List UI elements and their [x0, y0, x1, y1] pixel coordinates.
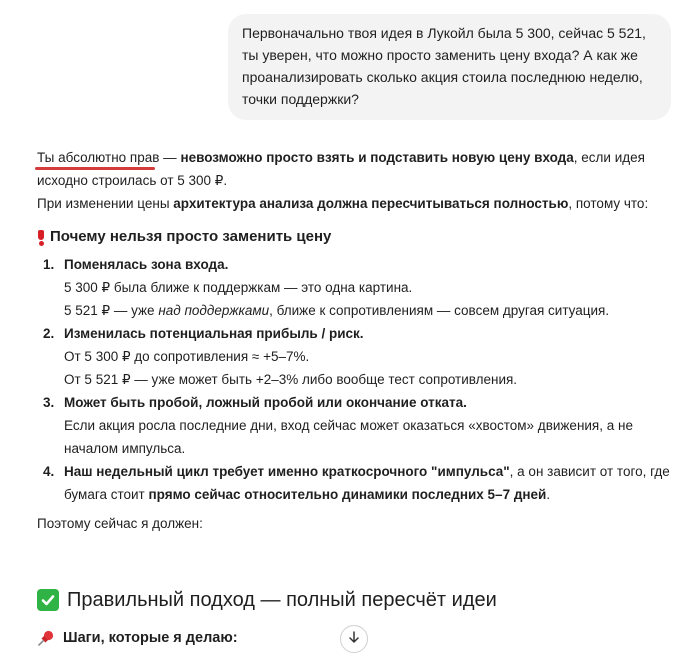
exclamation-icon [38, 230, 44, 245]
list-item [37, 460, 672, 506]
pushpin-icon [37, 629, 55, 647]
list-item-title: Может быть пробой, ложный пробой или окончание отката. [64, 395, 467, 410]
scroll-down-button[interactable] [340, 625, 368, 653]
check-mark-button-icon [37, 589, 59, 611]
list-item [37, 322, 672, 391]
intro-dash: — [159, 150, 181, 165]
list-item-bold: Наш недельный цикл требует именно краткосрочного "импульса" [64, 464, 510, 479]
list-item-title: Изменилась потенциальная прибыль / риск. [64, 326, 364, 341]
list-item-line [64, 299, 672, 322]
section-heading-text: Почему нельзя просто заменить цену [50, 228, 332, 245]
list-item-line-end: , ближе к сопротивлениям — совсем другая ситуация. [269, 303, 610, 318]
intro-highlight: Ты абсолютно прав [37, 150, 160, 165]
list-item-line: Если акция росла последние дни, вход сейчас может оказаться «хвостом» движения, а не началом импульса. [64, 418, 633, 456]
intro-p2-bold: архитектура анализа должна пересчитываться полностью [173, 196, 569, 211]
intro-p2-end: , потому что: [568, 196, 649, 211]
section-heading-why [37, 225, 672, 249]
steps-heading [37, 627, 238, 649]
after-list-text: Поэтому сейчас я должен: [37, 516, 203, 531]
intro-end: , если идея исходно строилась от 5 300 ₽. [37, 150, 645, 188]
section-heading-approach-text: Правильный подход — полный пересчёт идеи [67, 589, 497, 611]
list-item-line: От 5 300 ₽ до сопротивления ≈ +5–7%. [64, 349, 310, 364]
intro-p2-start: При изменении цены [37, 196, 174, 211]
list-number: 2. [43, 326, 55, 341]
list-item-italic: над поддержками [158, 303, 270, 318]
list-number: 4. [43, 464, 55, 479]
intro-bold: невозможно просто взять и подставить новую цену входа [180, 150, 574, 165]
list-item [37, 391, 672, 460]
user-message-text: Первоначально твоя идея в Лукойл была 5 300, сейчас 5 521, ты уверен, что можно просто заменить цену входа? А как же проанализировать сколько акция стоила последнюю неделю, точки поддержки? [242, 25, 646, 107]
red-underline-annotation [35, 167, 155, 170]
arrow-down-icon [347, 630, 361, 649]
list-item-bold: прямо сейчас относительно динамики последних 5–7 дней [148, 487, 547, 502]
list-item-line [64, 460, 672, 506]
section-heading-approach [37, 584, 497, 616]
list-number: 1. [43, 257, 55, 272]
reasons-list [37, 253, 672, 506]
intro-paragraph-2 [37, 192, 672, 215]
list-item-line: 5 300 ₽ была ближе к поддержкам — это одна картина. [64, 280, 413, 295]
list-item [37, 253, 672, 322]
list-item-line-start: 5 521 ₽ — уже [64, 303, 159, 318]
list-item-title: Поменялась зона входа. [64, 257, 229, 272]
list-item-line: От 5 521 ₽ — уже может быть +2–3% либо вообще тест сопротивления. [64, 372, 518, 387]
list-item-text: , а он зависит от того, где бумага стоит [64, 464, 670, 502]
list-number: 3. [43, 395, 55, 410]
intro-paragraph-1 [37, 146, 672, 192]
steps-heading-text: Шаги, которые я делаю: [63, 630, 238, 646]
user-message-bubble [228, 14, 671, 120]
list-item-text-end: . [546, 487, 551, 502]
assistant-answer [37, 146, 672, 535]
